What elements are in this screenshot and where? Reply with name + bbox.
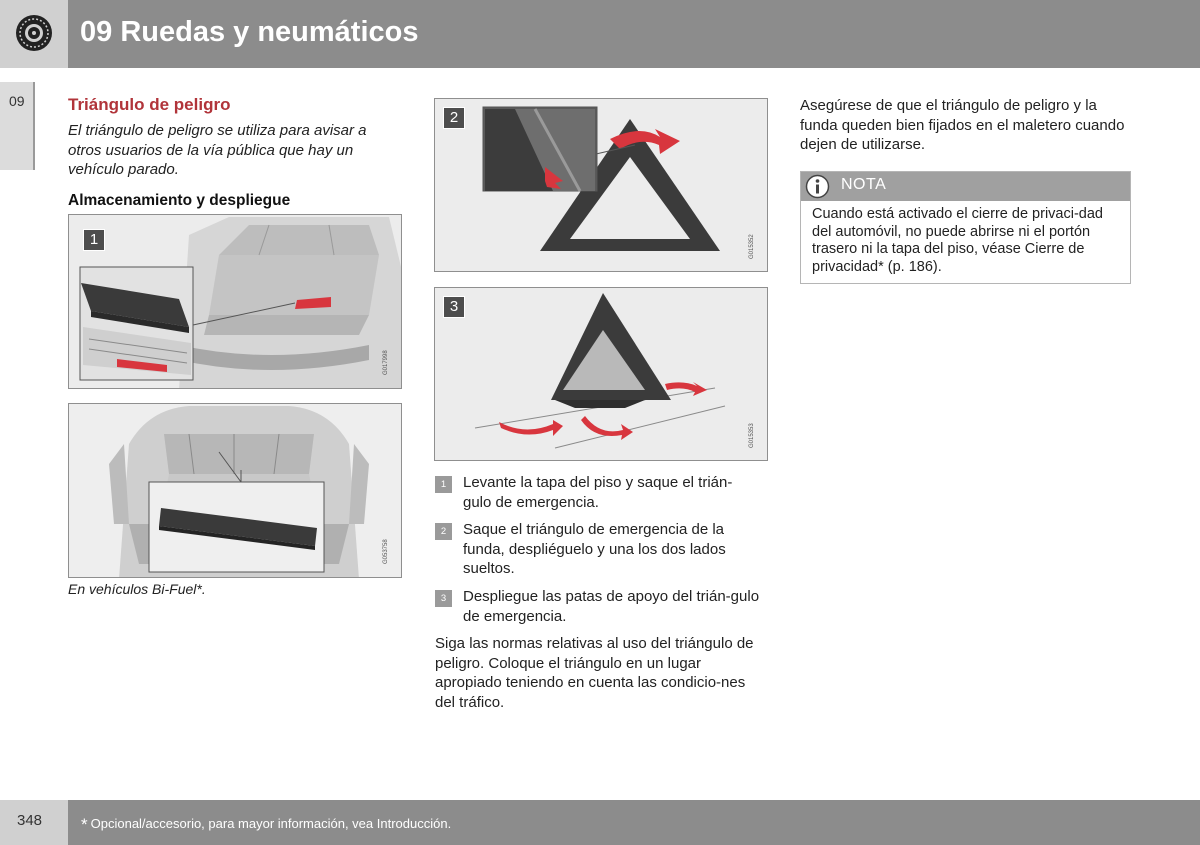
step-text: Despliegue las patas de apoyo del trián-gulo de emergencia. <box>463 588 760 625</box>
page-title: 09 Ruedas y neumáticos <box>80 16 419 48</box>
figure-number: 3 <box>443 296 465 318</box>
figure-number: 1 <box>83 229 105 251</box>
traffic-rules-paragraph: Siga las normas relativas al uso del triángulo de peligro. Coloque el triángulo en un lugar apropiado teniendo en cuenta las condicio-nes del tráfico. <box>435 635 754 711</box>
tire-icon <box>14 13 54 53</box>
figure-bifuel-trunk <box>68 403 402 578</box>
footnote-star: * <box>81 815 88 834</box>
triangle-case-illustration <box>435 99 768 272</box>
note-header <box>801 172 1130 201</box>
footer-text: Opcional/accesorio, para mayor información, vea Introducción. <box>90 816 452 831</box>
figure-code: G015353 <box>749 423 755 448</box>
figure-code: G053758 <box>383 539 389 564</box>
section-title: Triángulo de peligro <box>68 95 231 114</box>
step-badge: 1 <box>435 476 452 493</box>
note-box <box>800 171 1131 284</box>
footer-note <box>81 815 451 835</box>
figure-1-trunk-floor <box>68 214 402 389</box>
step-1 <box>435 473 760 512</box>
bifuel-trunk-illustration <box>69 404 402 578</box>
header-icon-box <box>0 0 68 68</box>
figure-number: 2 <box>443 107 465 129</box>
note-text: Cuando está activado el cierre de privaci-dad del automóvil, no puede abrirse ni el portón trasero ni la tapa del piso, véase Cierre de privacidad* (p. 186). <box>812 206 1103 275</box>
page-number: 348 <box>17 812 43 829</box>
info-icon <box>805 174 830 199</box>
car-trunk-illustration <box>69 215 402 389</box>
section-intro: El triángulo de peligro se utiliza para avisar a otros usuarios de la vía pública que hay un vehículo parado. <box>68 122 367 178</box>
note-title: NOTA <box>841 176 887 193</box>
step-2 <box>435 520 760 579</box>
chapter-number: 09 <box>9 93 25 109</box>
step-3 <box>435 587 760 626</box>
figure-2-unfold-triangle <box>434 98 768 272</box>
storage-paragraph: Asegúrese de que el triángulo de peligro y la funda queden bien fijados en el maletero cuando dejen de utilizarse. <box>800 97 1125 153</box>
triangle-legs-illustration <box>435 288 768 461</box>
step-badge: 2 <box>435 523 452 540</box>
figure-code: G015352 <box>749 234 755 259</box>
figure-code: G017998 <box>383 350 389 375</box>
step-text: Levante la tapa del piso y saque el trián-gulo de emergencia. <box>463 474 733 511</box>
step-text: Saque el triángulo de emergencia de la funda, despliéguelo y una los dos lados sueltos. <box>463 521 726 577</box>
figure-caption: En vehículos Bi-Fuel*. <box>68 581 206 597</box>
figure-3-triangle-legs <box>434 287 768 461</box>
step-badge: 3 <box>435 590 452 607</box>
subsection-title: Almacenamiento y despliegue <box>68 192 291 209</box>
